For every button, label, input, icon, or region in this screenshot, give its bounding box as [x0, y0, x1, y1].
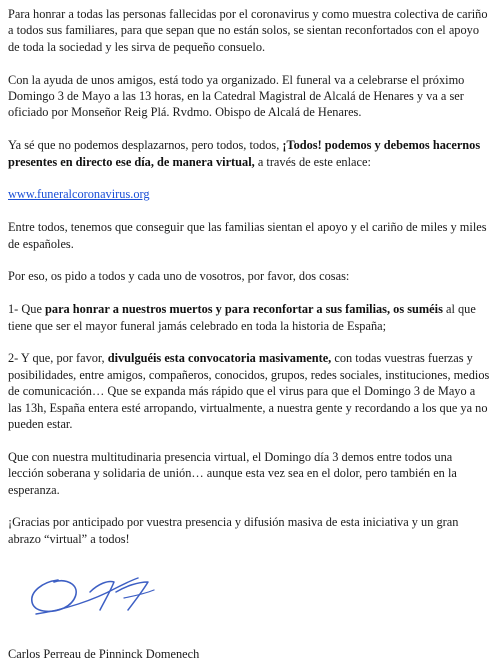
- paragraph-request-text: Por eso, os pido a todos y cada uno de vosotros, por favor, dos cosas:: [8, 269, 350, 284]
- paragraph-organization-text: Con la ayuda de unos amigos, está todo ya organizado. El funeral va a celebrarse el próximo Domingo 3 de Mayo a las 13 horas, en la Catedral Magistral de Alcalá de Henares y va a ser oficiado por Monseñor Reig Plá. Rvdmo. Obispo de Alcalá de Henares.: [8, 72, 465, 120]
- paragraph-virtual-presence-lead: Ya sé que no podemos desplazarnos, pero todos, todos,: [8, 138, 283, 153]
- paragraph-thanks: [8, 514, 490, 547]
- paragraph-request-one: [8, 301, 490, 334]
- letter-body: [8, 6, 490, 564]
- paragraph-virtual-presence-emphasis: ¡Todos! podemos y debemos hacernos presentes en directo ese día, de manera virtual,: [8, 138, 481, 169]
- paragraph-thanks-text: ¡Gracias por anticipado por vuestra presencia y difusión masiva de esta iniciativa y un gran abrazo “virtual” a todos!: [8, 515, 459, 546]
- handwritten-signature: [24, 558, 164, 628]
- paragraph-request-two: [8, 350, 490, 432]
- paragraph-request-one-lead: 1- Que: [8, 302, 46, 317]
- paragraph-link: [8, 186, 490, 202]
- funeral-website-link[interactable]: www.funeralcoronavirus.org: [8, 187, 150, 202]
- paragraph-intro: [8, 6, 490, 55]
- paragraph-support: [8, 219, 490, 252]
- signature-stroke-tail: [124, 590, 154, 598]
- paragraph-request-one-tail: al que tiene que ser el mayor funeral jamás celebrado en toda la historia de España;: [8, 302, 476, 333]
- paragraph-virtual-presence-tail: a través de este enlace:: [254, 154, 371, 169]
- paragraph-organization: [8, 72, 490, 121]
- signer-name: Carlos Perreau de Pinninck Domenech: [8, 647, 200, 661]
- paragraph-request-two-lead: 2- Y que, por favor,: [8, 351, 108, 366]
- paragraph-intro-text: Para honrar a todas las personas fallecidas por el coronavirus y como muestra colectiva de cariño a todos sus familiares, para que sepan que no están solos, se sientan reconfortados con el apoyo de toda la sociedad y les sirva de pequeño consuelo.: [8, 7, 488, 54]
- paragraph-request-two-emphasis: divulguéis esta convocatoria masivamente,: [107, 351, 332, 366]
- signature-stroke-swoop: [36, 578, 138, 614]
- paragraph-request-two-tail: con todas vuestras fuerzas y posibilidades, entre amigos, compañeros, conocidos, grupos, redes sociales, instituciones, medios de comunicación… Que se expanda más rápido que el virus para que el Domingo 3 de Mayo a las 13h, España entera esté arropando, virtualmente, a nuestra gente y recordando a los que ya no pueden estar.: [8, 351, 490, 432]
- paragraph-unity: [8, 449, 490, 498]
- paragraph-request-one-emphasis: para honrar a nuestros muertos y para reconfortar a sus familias, os suméis: [45, 302, 443, 317]
- paragraph-request: [8, 268, 490, 284]
- paragraph-virtual-presence: [8, 137, 490, 170]
- paragraph-unity-text: Que con nuestra multitudinaria presencia virtual, el Domingo día 3 demos entre todos una lección soberana y solidaria de unión… aunque esta vez sea en el dolor, pero también en la esperanza.: [8, 449, 457, 497]
- paragraph-support-text: Entre todos, tenemos que conseguir que las familias sientan el apoyo y el cariño de miles y miles de españoles.: [8, 220, 487, 251]
